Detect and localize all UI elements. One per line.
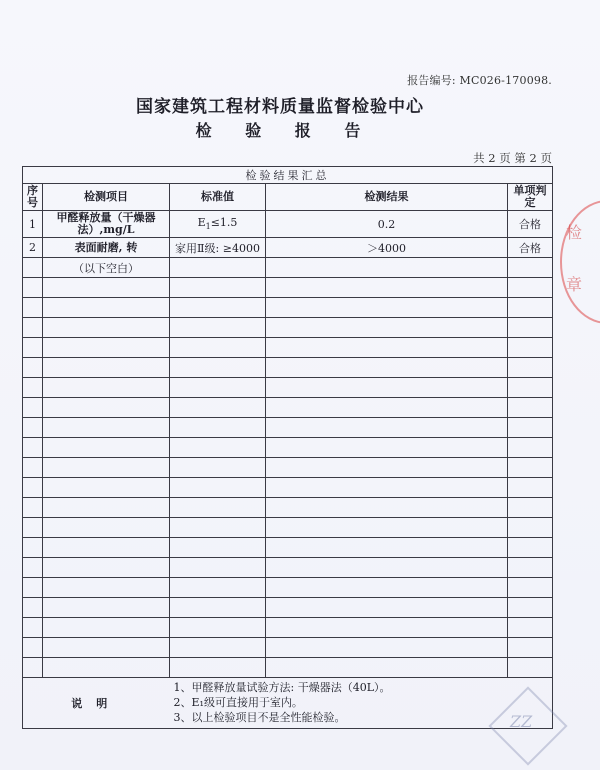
watermark-text: ZZ bbox=[510, 712, 533, 731]
page-count: 共 2 页 第 2 页 bbox=[473, 151, 552, 165]
empty-row bbox=[23, 338, 553, 358]
report-title: 国家建筑工程材料质量监督检验中心 bbox=[136, 97, 424, 117]
empty-row bbox=[23, 598, 553, 618]
notes-row bbox=[23, 678, 553, 729]
table-row bbox=[23, 258, 553, 278]
standard-prefix: E bbox=[197, 216, 206, 230]
empty-row bbox=[23, 578, 553, 598]
report-subtitle: 检 验 报 告 bbox=[195, 121, 375, 140]
header-seq: 序号 bbox=[23, 184, 43, 211]
notes-label: 说明 bbox=[23, 678, 170, 729]
empty-row bbox=[23, 618, 553, 638]
empty-row bbox=[23, 398, 553, 418]
results-table bbox=[22, 166, 553, 729]
empty-row bbox=[23, 518, 553, 538]
empty-row bbox=[23, 478, 553, 498]
summary-title: 检验结果汇总 bbox=[23, 167, 553, 184]
stamp-char: 检 bbox=[566, 223, 583, 242]
empty-rows bbox=[23, 278, 553, 678]
header-result: 检测结果 bbox=[266, 184, 508, 211]
stamp-char: 章 bbox=[566, 275, 583, 294]
empty-row bbox=[23, 418, 553, 438]
row-item: 甲醛释放量（干燥器法）,mg/L bbox=[43, 211, 170, 238]
empty-row bbox=[23, 298, 553, 318]
row-verdict: 合格 bbox=[508, 211, 553, 238]
row-result: ＞4000 bbox=[266, 238, 508, 258]
empty-row bbox=[23, 658, 553, 678]
empty-row bbox=[23, 638, 553, 658]
empty-row bbox=[23, 358, 553, 378]
row-seq: 2 bbox=[23, 238, 43, 258]
row-verdict: 合格 bbox=[508, 238, 553, 258]
empty-row bbox=[23, 558, 553, 578]
note-line: 3、以上检验项目不是全性能检验。 bbox=[173, 711, 346, 724]
blank-note: （以下空白） bbox=[43, 258, 170, 278]
row-standard bbox=[170, 211, 266, 238]
table-row bbox=[23, 238, 553, 258]
row-seq: 1 bbox=[23, 211, 43, 238]
row-result: 0.2 bbox=[266, 211, 508, 238]
header-standard: 标准值 bbox=[170, 184, 266, 211]
table-row bbox=[23, 211, 553, 238]
note-line: 1、甲醛释放量试验方法: 干燥器法（40L）。 bbox=[173, 681, 391, 694]
empty-row bbox=[23, 318, 553, 338]
standard-subscript: 1 bbox=[205, 222, 211, 232]
empty-row bbox=[23, 438, 553, 458]
empty-row bbox=[23, 498, 553, 518]
header-verdict: 单项判定 bbox=[508, 184, 553, 211]
standard-suffix: ≤1.5 bbox=[210, 216, 238, 230]
empty-row bbox=[23, 378, 553, 398]
note-line: 2、E₁级可直接用于室内。 bbox=[173, 696, 303, 709]
header-item: 检测项目 bbox=[43, 184, 170, 211]
row-item: 表面耐磨, 转 bbox=[43, 238, 170, 258]
empty-row bbox=[23, 538, 553, 558]
empty-row bbox=[23, 278, 553, 298]
report-number: 报告编号: MC026-170098. bbox=[407, 74, 552, 87]
empty-row bbox=[23, 458, 553, 478]
row-standard: 家用Ⅱ级: ≥4000 bbox=[170, 238, 266, 258]
